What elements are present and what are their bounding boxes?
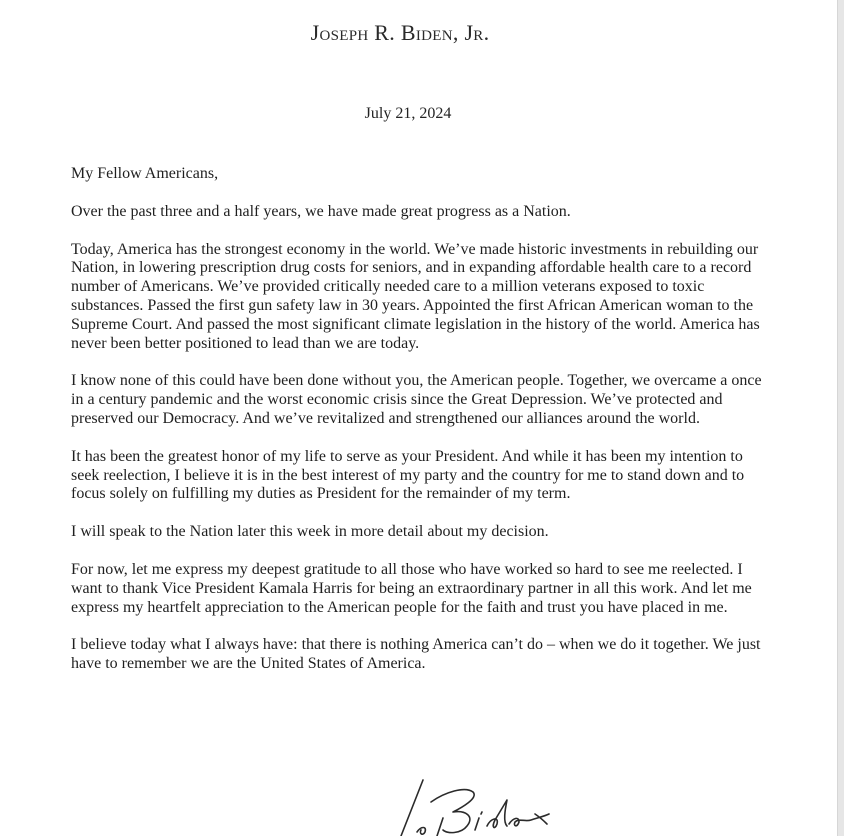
letter-date: July 21, 2024: [364, 105, 452, 122]
letter-body: [71, 165, 771, 693]
signature-icon: [395, 778, 595, 836]
paragraph: For now, let me express my deepest gratitude to all those who have worked so hard to see me reelected. I want to thank Vice President Kamala Harris for being an extraordinary partner in all this work. And let me express my heartfelt appreciation to the American people for the faith and trust you have placed in me.: [71, 560, 752, 616]
paragraph: Over the past three and a half years, we have made great progress as a Nation.: [71, 202, 571, 220]
page-edge: [837, 0, 844, 836]
letterhead: Joseph R. Biden, Jr.: [310, 20, 490, 45]
paragraph: Today, America has the strongest economy in the world. We’ve made historic investments in rebuilding our Nation, in lowering prescription drug costs for seniors, and in expanding affordable health care to a record number of Americans. We’ve provided critically needed care to a million veterans exposed to toxic substances. Passed the first gun safety law in 30 years. Appointed the first African American woman to the Supreme Court. And passed the most significant climate legislation in the history of the world. America has never been better positioned to lead than we are today.: [71, 240, 760, 352]
paragraph: I believe today what I always have: that there is nothing America can’t do – when we do it together. We just have to remember we are the United States of America.: [71, 636, 761, 673]
paragraph: I will speak to the Nation later this week in more detail about my decision.: [71, 523, 549, 541]
paragraph: It has been the greatest honor of my life to serve as your President. And while it has been my intention to seek reelection, I believe it is in the best interest of my party and the country for me to stand down and to focus solely on fulfilling my duties as President for the remainder of my term.: [71, 447, 745, 503]
salutation: My Fellow Americans,: [71, 165, 219, 182]
paragraph: I know none of this could have been done without you, the American people. Together, we overcame a once in a century pandemic and the worst economic crisis since the Great Depression. We’ve protected and preserved our Democracy. And we’ve revitalized and strengthened our alliances around the world.: [71, 372, 762, 427]
